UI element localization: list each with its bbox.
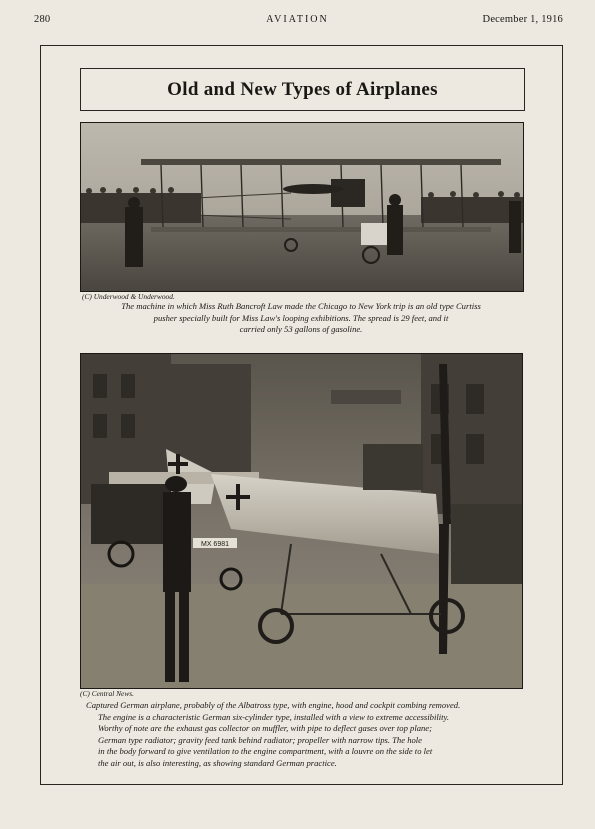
captured-german-airplane-photo: [80, 353, 523, 689]
article-title: Old and New Types of Airplanes: [167, 78, 438, 100]
vehicle-plate-text: MX 6981: [200, 541, 230, 548]
figure2-caption-line: German type radiator; gravity feed tank behind radiator; propeller with narrow tips. The hole: [98, 734, 422, 745]
curtiss-pusher-photo: [80, 122, 524, 292]
figure2-caption-line: Worthy of note are the exhaust gas collector on muffler, with pipe to deflect gases over top plane;: [98, 723, 432, 734]
figure1-credit: (C) Underwood & Underwood.: [82, 292, 175, 301]
figure2-caption: [86, 700, 522, 770]
page-number: 280: [34, 14, 51, 25]
figure1-caption-line: The machine in which Miss Ruth Bancroft Law made the Chicago to New York trip is an old type Curtiss: [121, 301, 481, 311]
journal-title: AVIATION: [266, 14, 329, 25]
figure1-caption-line: pusher specially built for Miss Law's looping exhibitions. The spread is 29 feet, and it: [153, 312, 449, 323]
figure1-caption-line: carried only 53 gallons of gasoline.: [239, 324, 363, 335]
issue-date: December 1, 1916: [482, 14, 563, 25]
figure1-caption: [78, 301, 524, 336]
article-title-box: [80, 68, 525, 111]
figure2-credit: (C) Central News.: [80, 689, 134, 698]
figure2-caption-line: Captured German airplane, probably of the Albatross type, with engine, hood and cockpit combing removed.: [86, 700, 461, 710]
figure2-caption-line: the air out, is also interesting, as showing standard German practice.: [98, 757, 337, 768]
figure2-caption-line: in the body forward to give ventilation to the engine compartment, with a louvre on the side to let: [98, 746, 433, 757]
figure2-caption-line: The engine is a characteristic German six-cylinder type, installed with a view to extreme accessibility.: [98, 711, 449, 722]
